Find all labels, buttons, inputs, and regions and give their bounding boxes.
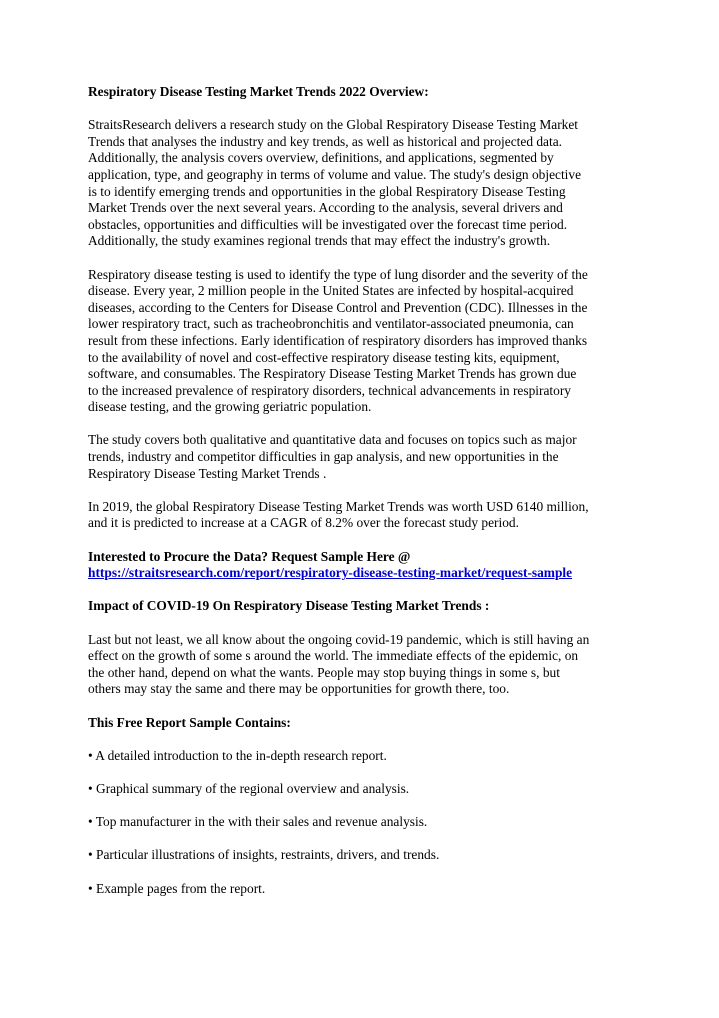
paragraph-line: Market Trends over the next several years. According to the analysis, several drivers and (88, 200, 563, 216)
paragraph-line: the other hand, depend on what the wants. People may stop buying things in some s, but (88, 664, 560, 680)
overview-heading: Respiratory Disease Testing Market Trends 2022 Overview: (88, 84, 429, 99)
paragraph-line: Additionally, the analysis covers overview, definitions, and applications, segmented by (88, 150, 554, 166)
paragraph-line: result from these infections. Early identification of respiratory disorders has improved thanks (88, 332, 588, 348)
request-sample-section (88, 549, 640, 582)
request-sample-label: Interested to Procure the Data? Request Sample Here @ (88, 548, 411, 564)
paragraph-line: StraitsResearch delivers a research study on the Global Respiratory Disease Testing Market (88, 117, 579, 133)
list-item: • Example pages from the report. (88, 880, 266, 896)
study-scope-paragraph (88, 432, 640, 482)
paragraph-line: obstacles, opportunities and difficulties will be investigated over the forecast time period. (88, 216, 568, 232)
paragraph-line: lower respiratory tract, such as tracheobronchitis and ventilator-associated pneumonia, can (88, 316, 574, 332)
paragraph-line: Additionally, the study examines regional trends that may effect the industry's growth. (88, 233, 551, 249)
paragraph-line: application, type, and geography in terms of volume and value. The study's design objective (88, 166, 582, 182)
paragraph-line: to the availability of novel and cost-effective respiratory disease testing kits, equipment, (88, 349, 560, 365)
paragraph-line: disease. Every year, 2 million people in the United States are infected by hospital-acquired (88, 283, 574, 299)
paragraph-line: The study covers both qualitative and quantitative data and focuses on topics such as major (88, 432, 577, 448)
paragraph-line: Respiratory disease testing is used to identify the type of lung disorder and the severity of the (88, 266, 588, 282)
covid-impact-heading: Impact of COVID-19 On Respiratory Disease Testing Market Trends : (88, 598, 490, 614)
paragraph-line: effect on the growth of some s around the world. The immediate effects of the epidemic, on (88, 648, 579, 664)
intro-paragraph (88, 117, 640, 250)
paragraph-line: diseases, according to the Centers for Disease Control and Prevention (CDC). Illnesses in the (88, 299, 588, 315)
paragraph-line: Trends that analyses the industry and key trends, as well as historical and projected data. (88, 133, 563, 149)
paragraph-line: Respiratory Disease Testing Market Trends . (88, 465, 327, 481)
list-item: • Graphical summary of the regional overview and analysis. (88, 780, 410, 796)
list-item: • Top manufacturer in the with their sales and revenue analysis. (88, 814, 428, 830)
list-item: • A detailed introduction to the in-depth research report. (88, 747, 387, 763)
paragraph-line: to the increased prevalence of respiratory disorders, technical advancements in respiratory (88, 382, 571, 398)
document-page (88, 84, 640, 914)
paragraph-line: In 2019, the global Respiratory Disease Testing Market Trends was worth USD 6140 million, (88, 498, 589, 514)
request-sample-link[interactable]: https://straitsresearch.com/report/respiratory-disease-testing-market/request-sample (88, 565, 573, 581)
paragraph-line: Last but not least, we all know about the ongoing covid-19 pandemic, which is still having an (88, 631, 590, 647)
paragraph-line: is to identify emerging trends and opportunities in the global Respiratory Disease Testing (88, 183, 566, 199)
market-value-paragraph (88, 499, 640, 532)
paragraph-line: trends, industry and competitor difficulties in gap analysis, and new opportunities in the (88, 449, 559, 465)
paragraph-line: and it is predicted to increase at a CAGR of 8.2% over the forecast study period. (88, 515, 519, 531)
list-item: • Particular illustrations of insights, restraints, drivers, and trends. (88, 847, 440, 863)
sample-contents-heading: This Free Report Sample Contains: (88, 714, 291, 730)
paragraph-line: disease testing, and the growing geriatric population. (88, 399, 372, 415)
paragraph-line: others may stay the same and there may be opportunities for growth there, too. (88, 681, 510, 697)
definition-paragraph (88, 267, 640, 416)
covid-impact-paragraph (88, 632, 640, 698)
paragraph-line: software, and consumables. The Respiratory Disease Testing Market Trends has grown due (88, 366, 577, 382)
